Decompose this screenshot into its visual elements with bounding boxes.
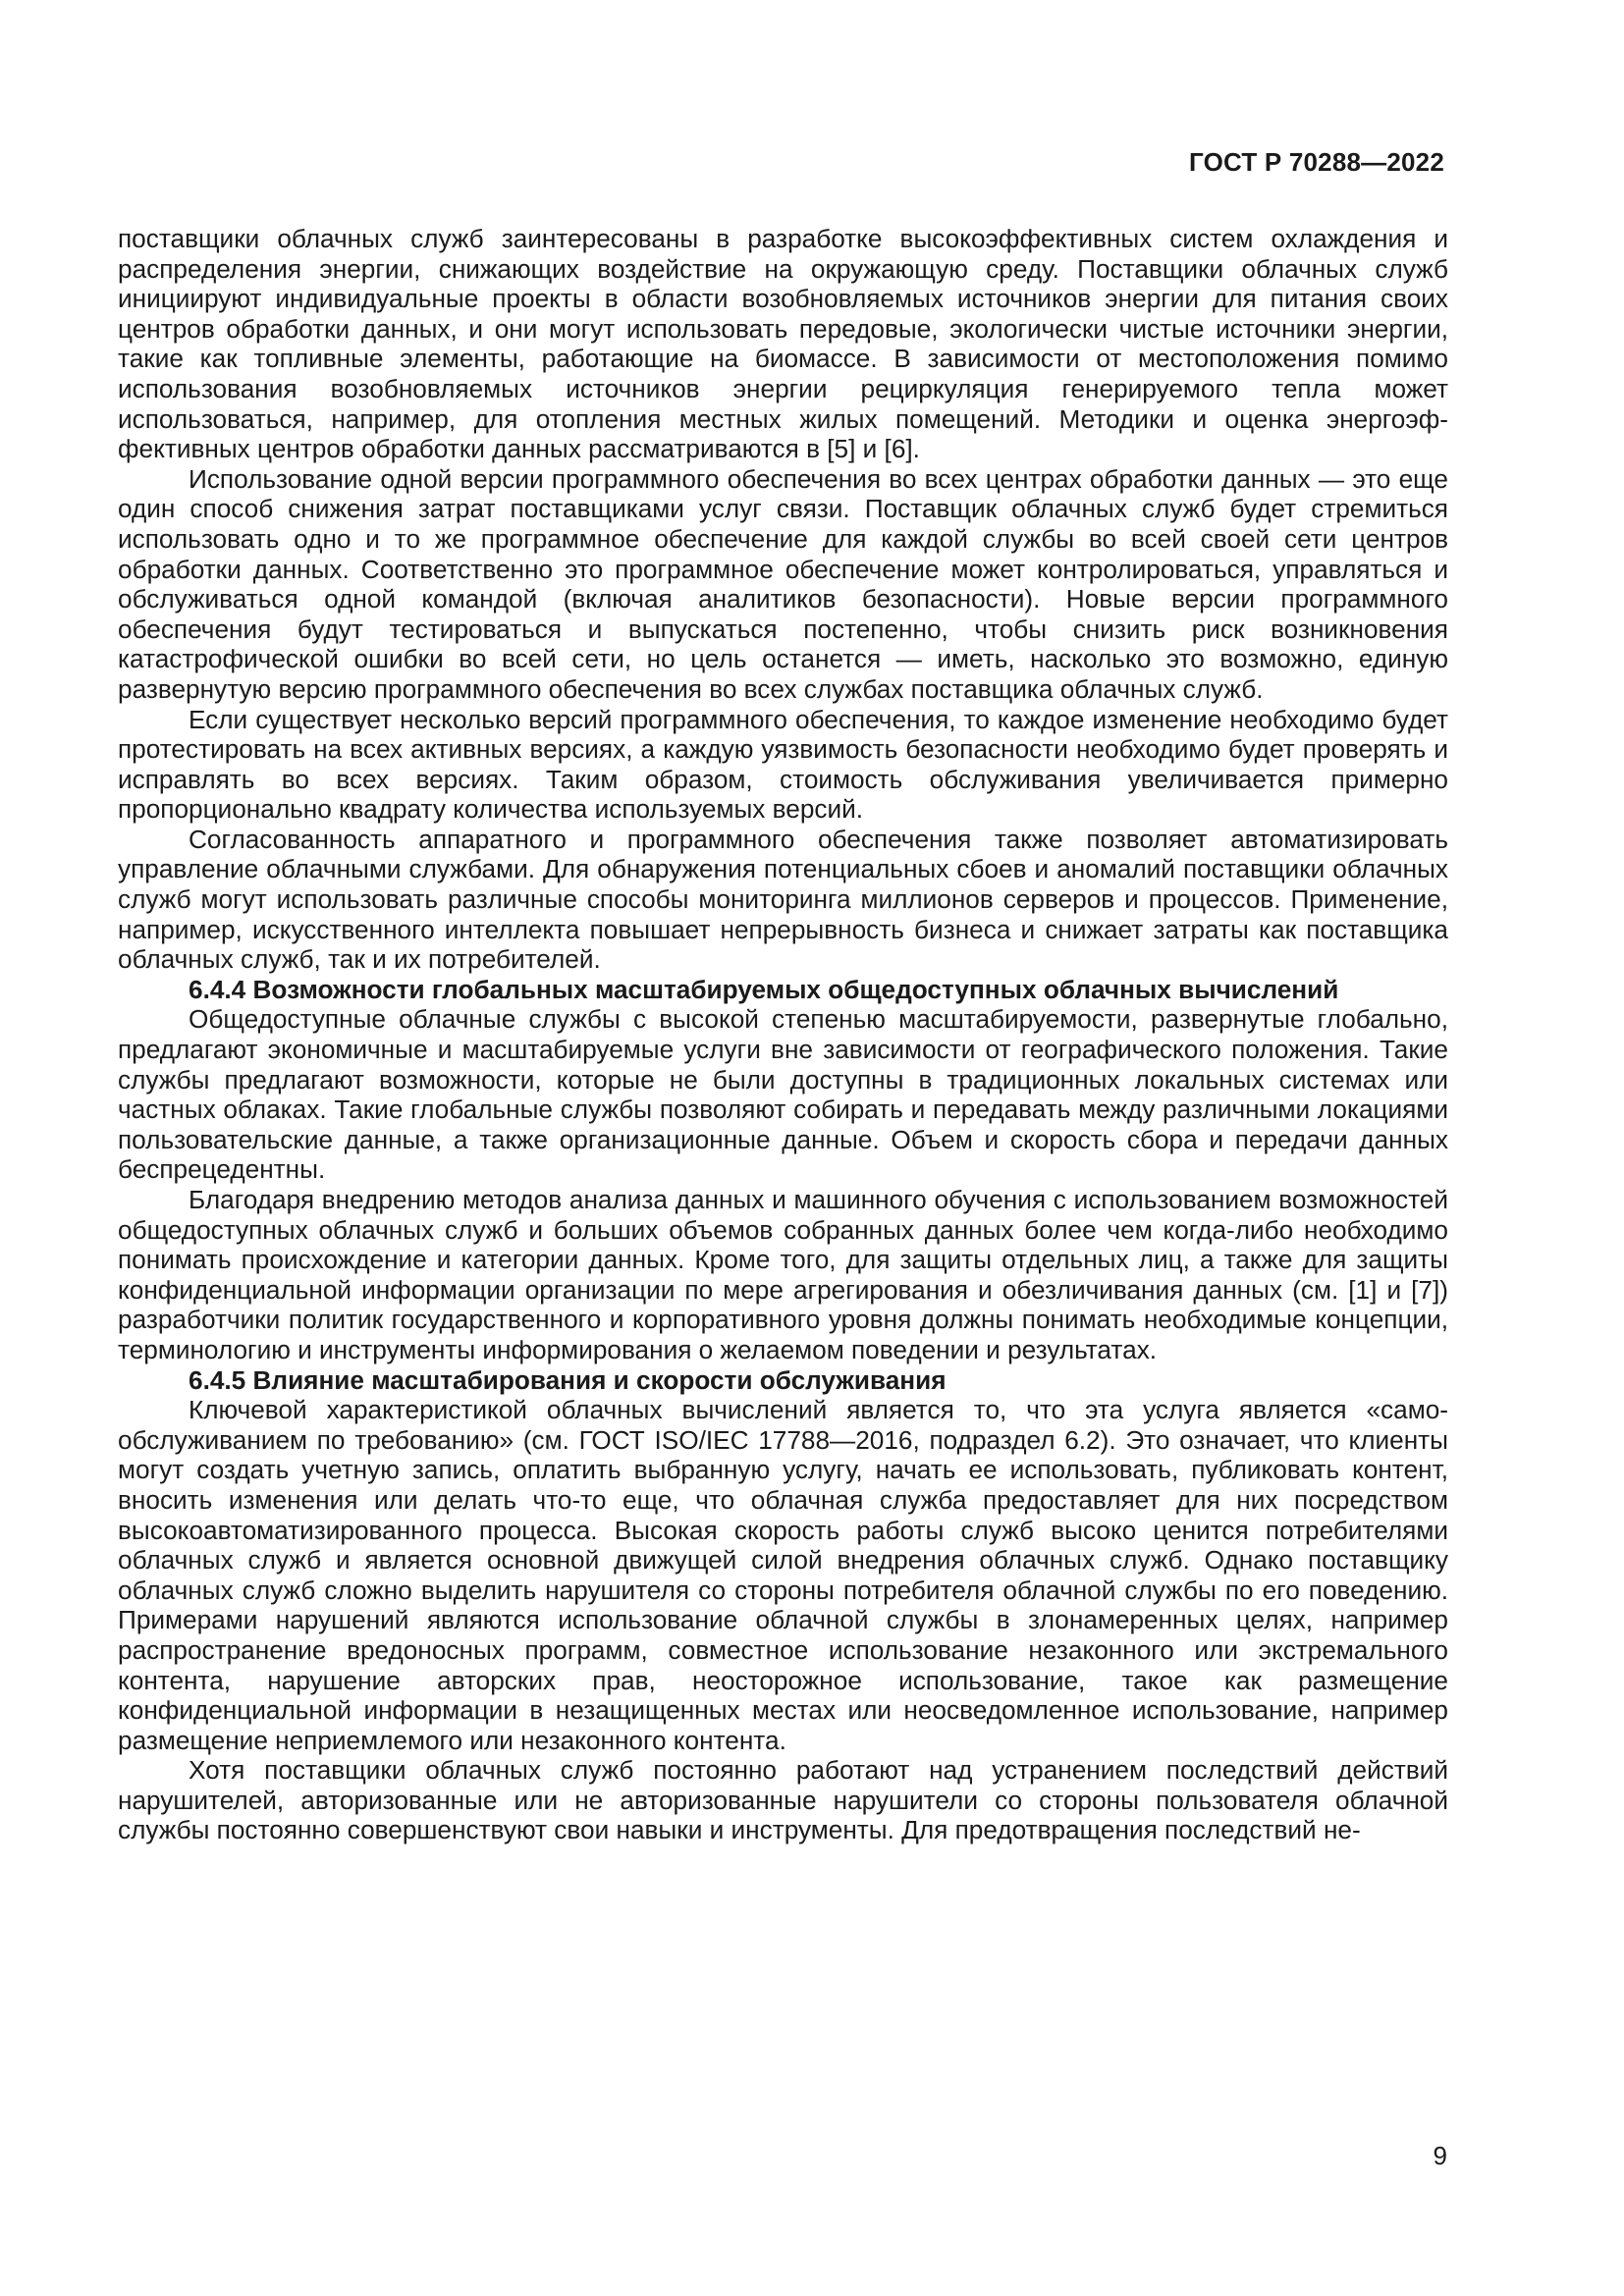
page-number: 9 [1433,2141,1447,2170]
paragraph: Использование одной версии программного обеспечения во всех центрах обработки данных — это еще один способ снижения затрат поставщиками услуг связи. Поставщик облачных служб будет стремиться использовать одно и то же программное обеспечение для каждой службы во всей своей сети центров обработки данных. Соответственно это программное обеспечение может контролироваться, управляться и обслуживаться одной командой (включая аналитиков безопасности). Новые версии программного обеспечения будут тестироваться и выпускаться постепенно, чтобы снизить риск возникновения катастрофической ошибки во всей сети, но цель останется — иметь, насколько это возможно, единую развернутую версию программного обеспечения во всех службах поставщика облачных служб. [118,463,1448,704]
document-body [118,224,1448,1845]
paragraph: Согласованность аппаратного и программного обеспечения также позволяет автоматизировать управление облачными службами. Для обнаружения потенциальных сбоев и аномалий поставщики облачных служб могут использовать различные способы мониторинга миллионов серверов и процессов. Применение, например, искусственного интеллекта повышает непрерывность бизнеса и снижает затраты как поставщика облачных служб, так и их потребителей. [118,824,1448,975]
paragraph: Благодаря внедрению методов анализа данных и машинного обучения с использованием возможностей общедоступных облачных служб и больших объемов собранных данных более чем когда-либо необходимо понимать происхождение и категории данных. Кроме того, для защиты отдельных лиц, а также для защиты конфиденциальной информации организации по мере агрегирования и обезличивания данных (см. [1] и [7]) разработчики политик государственного и корпоративного уровня должны понимать необходимые концепции, терминологию и инструменты информирования о желаемом поведении и результатах. [118,1185,1448,1364]
paragraph: Ключевой характеристикой облачных вычислений является то, что эта услуга является «самообслуживанием по требованию» (см. ГОСТ ISO/IEC 17788—2016, подраздел 6.2). Это означает, что клиенты могут создать учетную запись, оплатить выбранную услугу, начать ее использовать, публиковать контент, вносить изменения или делать что-то еще, что облачная служба предоставляет для них посредством высокоавтоматизированного процесса. Высокая скорость работы служб высоко ценится потребителями облачных служб и является основной движущей силой внедрения облачных служб. Однако поставщику облачных служб сложно выделить нарушителя со стороны потребителя облачной службы по его поведению. Примерами нарушений являются использование облачной службы в злонамеренных целях, например распространение вредоносных программ, совместное использование незаконного или экстремального контента, нарушение авторских прав, неосторожное использование, такое как размещение конфиденциальной информации в незащищенных местах или неосведомленное использование, например размещение неприемлемого или незаконного контента. [118,1395,1448,1755]
paragraph: Общедоступные облачные службы с высокой степенью масштабируемости, развернутые глобально, предлагают экономичные и масштабируемые услуги вне зависимости от географического положения. Такие службы предлагают возможности, которые не были доступны в традиционных локальных системах или частных облаках. Такие глобальные службы позволяют собирать и передавать между различными локациями пользовательские данные, а также организационные данные. Объем и скорость сбора и передачи данных беспрецедентны. [118,1004,1448,1185]
paragraph: Если существует несколько версий программного обеспечения, то каждое изменение необходимо будет протестировать на всех активных версиях, а каждую уязвимость безопасности необходимо будет проверять и исправлять во всех версиях. Таким образом, стоимость обслуживания увеличивается примерно пропорционально квадрату количества используемых версий. [118,704,1448,825]
paragraph-continued: поставщики облачных служб заинтересованы в разработке высокоэффективных систем охлаждения и распределения энергии, снижающих воздействие на окружающую среду. Поставщики облачных служб инициируют индивидуальные проекты в области возобновляемых источников энергии для питания своих центров обработки данных, и они могут использовать передовые, экологически чистые источники энергии, такие как топливные элементы, работающие на биомассе. В зависимости от местоположения помимо использования возобновляемых источников энергии рециркуляция генерируемого тепла может использоваться, например, для отопления местных жилых помещений. Методики и оценка энергоэффективных центров обработки данных рассматриваются в [5] и [6]. [118,224,1448,464]
section-heading-6-4-4: 6.4.4 Возможности глобальных масштабируемых общедоступных облачных вычислений [189,974,1339,1004]
document-header: ГОСТ Р 70288—2022 [1189,147,1444,177]
paragraph: Хотя поставщики облачных служб постоянно работают над устранением последствий действий нарушителей, авторизованные или не авторизованные нарушители со стороны пользователя облачной службы постоянно совершенствуют свои навыки и инструменты. Для предотвращения последствий не- [118,1755,1448,1845]
section-heading-6-4-5: 6.4.5 Влияние масштабирования и скорости обслуживания [189,1364,947,1395]
